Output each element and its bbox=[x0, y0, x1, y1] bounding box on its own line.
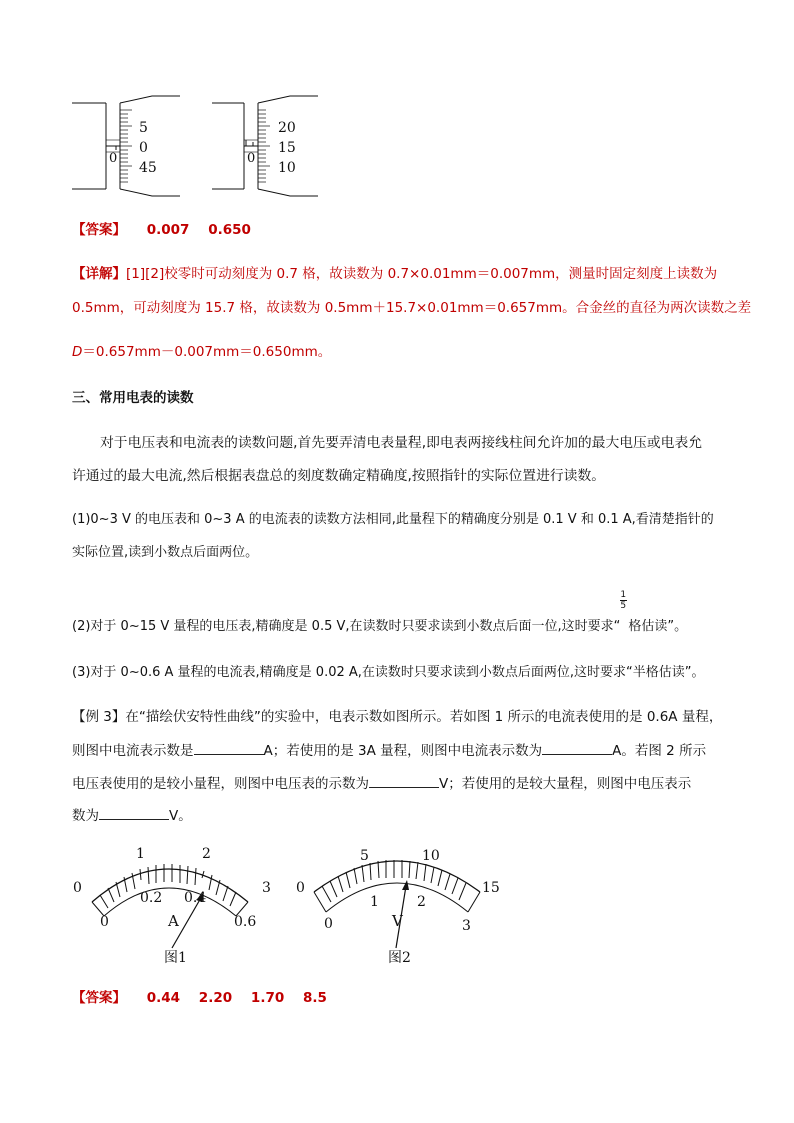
left-scale-top: 5 bbox=[139, 120, 148, 136]
answer-blank-1[interactable] bbox=[194, 740, 264, 755]
example-3-line-3 bbox=[72, 773, 691, 794]
meter-1-top-0: 0 bbox=[73, 880, 82, 896]
example-text-4a: 数为 bbox=[72, 808, 99, 824]
answer-2 bbox=[72, 988, 327, 1008]
meter-2-caption: 图2 bbox=[388, 950, 411, 966]
example-text-4b: V。 bbox=[169, 808, 192, 824]
meter-1-bottom-2: 0.4 bbox=[184, 890, 207, 906]
item-3: (3)对于 0~0.6 A 量程的电流表,精确度是 0.02 A,在读数时只要求读到小数点后面两位,这时要求“半格估读”。 bbox=[72, 665, 705, 680]
meter-figure-1 bbox=[68, 840, 278, 970]
detail-line-3 bbox=[72, 342, 331, 362]
item-1-line-1: (1)0~3 V 的电压表和 0~3 A 的电流表的读数方法相同,此量程下的精确度分别是 0.1 V 和 0.1 A,看清楚指针的 bbox=[72, 512, 714, 527]
item-2 bbox=[72, 590, 688, 637]
meter-2-needle-head bbox=[402, 880, 409, 890]
right-scale-bottom: 10 bbox=[278, 160, 296, 176]
micrometer-right bbox=[212, 96, 318, 196]
example-text-1: 在“描绘伏安特性曲线”的实验中，电表示数如图所示。若如图 1 所示的电流表使用的是 0.6A 量程， bbox=[125, 709, 723, 725]
meter-2-bottom-2: 2 bbox=[417, 894, 426, 910]
meter-2-bottom-3: 3 bbox=[462, 918, 471, 934]
section-para-line-2: 许通过的最大电流,然后根据表盘总的刻度数确定精确度,按照指针的实际位置进行读数。 bbox=[72, 468, 606, 484]
example-3-line-1 bbox=[72, 707, 722, 727]
section-title: 三、常用电表的读数 bbox=[72, 390, 194, 406]
detail-text-3: ＝0.657mm－0.007mm＝0.650mm。 bbox=[82, 344, 332, 360]
answer-blank-2[interactable] bbox=[542, 740, 612, 755]
meter-1-top-3: 3 bbox=[262, 880, 271, 896]
example-text-2b: A；若使用的是 3A 量程，则图中电流表示数为 bbox=[263, 743, 543, 759]
example-text-3b: V；若使用的是较大量程，则图中电压表示 bbox=[439, 776, 692, 792]
example-3-line-2 bbox=[72, 740, 706, 761]
example-text-2a: 则图中电流表示数是 bbox=[72, 743, 194, 759]
fraction-one-fifth bbox=[620, 590, 628, 630]
answer-values: 0.44 2.20 1.70 8.5 bbox=[146, 990, 327, 1006]
meter-figure-2 bbox=[292, 840, 512, 970]
example-3-line-4 bbox=[72, 805, 192, 826]
meter-2-bottom-0: 0 bbox=[324, 916, 333, 932]
detail-text-1: [1][2]校零时可动刻度为 0.7 格，故读数为 0.7×0.01mm＝0.007mm，测量时固定刻度上读数为 bbox=[126, 266, 718, 282]
fraction-numerator: 1 bbox=[620, 590, 627, 600]
example-text-2c: A。若图 2 所示 bbox=[612, 743, 707, 759]
right-scale-top: 20 bbox=[278, 120, 296, 136]
right-scale-mid: 15 bbox=[278, 140, 296, 156]
meter-1-unit: A bbox=[168, 912, 179, 930]
detail-line-2 bbox=[72, 298, 751, 318]
detail-text-2: 0.5mm，可动刻度为 15.7 格，故读数为 0.5mm＋15.7×0.01mm＝0.657mm。合金丝的直径为两次读数之差 bbox=[72, 300, 752, 316]
left-scale-mid: 0 bbox=[139, 140, 148, 156]
meter-1-bottom-3: 0.6 bbox=[234, 914, 257, 930]
meter-2-outer-arc bbox=[314, 861, 480, 892]
item-1-line-2: 实际位置,读到小数点后面两位。 bbox=[72, 545, 259, 560]
meter-1-bottom-0: 0 bbox=[100, 914, 109, 930]
item-2-text-end: 格估读”。 bbox=[628, 619, 688, 634]
answer-blank-4[interactable] bbox=[99, 805, 169, 820]
answer-tag: 【答案】 bbox=[72, 990, 126, 1006]
meter-2-inner-arc bbox=[326, 883, 468, 912]
meter-2-top-0: 0 bbox=[296, 880, 305, 896]
answer-blank-3[interactable] bbox=[369, 773, 439, 788]
item-2-text: (2)对于 0~15 V 量程的电压表,精确度是 0.5 V,在读数时只要求读到小数点后面一位,这时要求“ bbox=[72, 619, 621, 634]
meter-1-top-2: 2 bbox=[202, 846, 211, 862]
meter-2-bottom-1: 1 bbox=[370, 894, 379, 910]
left-zero-label: 0 bbox=[109, 151, 118, 166]
answer-tag: 【答案】 bbox=[72, 222, 126, 238]
micrometer-figure bbox=[60, 92, 330, 202]
detail-var-d: D bbox=[72, 344, 83, 360]
meter-2-unit: V bbox=[392, 912, 403, 930]
meter-2-top-1: 5 bbox=[360, 848, 369, 864]
meter-2-top-2: 10 bbox=[422, 848, 440, 864]
detail-tag: 【详解】 bbox=[72, 266, 126, 282]
meter-1-top-1: 1 bbox=[136, 846, 145, 862]
right-zero-label: 0 bbox=[247, 151, 256, 166]
detail-line-1 bbox=[72, 264, 717, 284]
fraction-denominator: 5 bbox=[620, 601, 627, 611]
section-para-line-1: 对于电压表和电流表的读数问题,首先要弄清电表量程,即电表两接线柱间允许加的最大电压或电表允 bbox=[100, 435, 703, 451]
meter-2-top-3: 15 bbox=[482, 880, 500, 896]
meter-1-caption: 图1 bbox=[164, 950, 187, 966]
example-tag: 【例 3】 bbox=[72, 709, 126, 725]
example-text-3a: 电压表使用的是较小量程，则图中电压表的示数为 bbox=[72, 776, 369, 792]
micrometer-left bbox=[72, 96, 180, 196]
answer-values: 0.007 0.650 bbox=[146, 222, 251, 238]
left-scale-bottom: 45 bbox=[139, 160, 157, 176]
meter-1-bottom-1: 0.2 bbox=[140, 890, 163, 906]
answer-1 bbox=[72, 220, 251, 240]
